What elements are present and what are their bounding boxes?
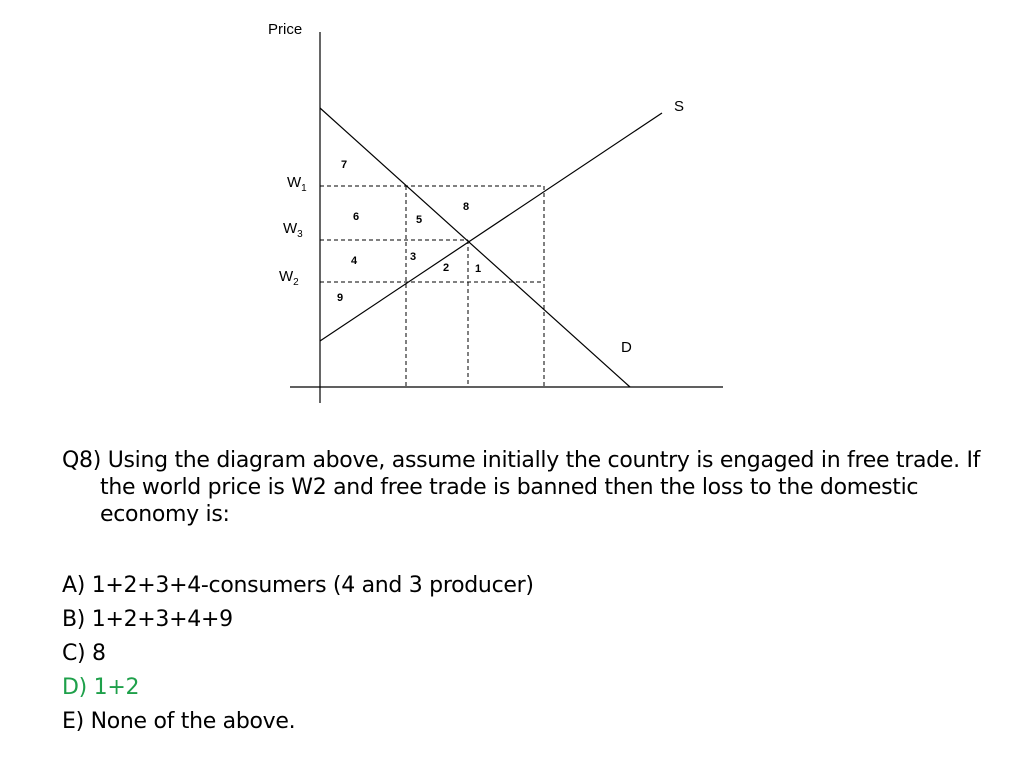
region-9: 9: [337, 292, 344, 304]
supply-label: S: [674, 98, 685, 115]
region-6: 6: [353, 211, 360, 223]
demand-curve: [320, 108, 630, 387]
option-d: D) 1+2: [62, 675, 140, 700]
option-e: E) None of the above.: [62, 709, 296, 734]
region-1: 1: [475, 263, 482, 275]
supply-curve: [320, 113, 662, 341]
option-b: B) 1+2+3+4+9: [62, 607, 233, 632]
price-label-w1: $W_1$: [287, 174, 307, 194]
region-7: 7: [341, 159, 348, 171]
region-2: 2: [443, 262, 450, 274]
price-label-w3: $W_3$: [283, 220, 303, 240]
option-c: C) 8: [62, 641, 106, 666]
region-5: 5: [416, 214, 423, 226]
region-4: 4: [351, 255, 358, 267]
y-axis-label: Price: [268, 21, 303, 38]
question-text: Q8) Using the diagram above, assume initially the country is engaged in free trade. If the world price is W2 and free trade is banned then the loss to the domestic economy is:: [62, 448, 981, 527]
answer-options: [62, 569, 534, 739]
region-3: 3: [410, 251, 417, 263]
region-8: 8: [463, 201, 470, 213]
price-label-w2: $W_2$: [279, 268, 299, 288]
option-a: A) 1+2+3+4-consumers (4 and 3 producer): [62, 573, 534, 598]
demand-label: D: [621, 339, 632, 356]
